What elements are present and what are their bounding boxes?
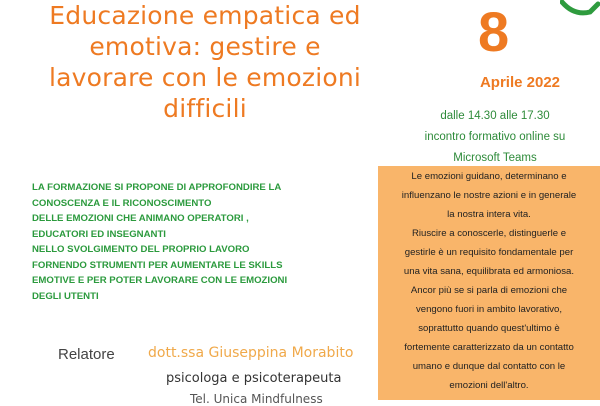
- event-time: dalle 14.30 alle 17.30: [440, 110, 550, 122]
- event-title: [30, 0, 380, 124]
- description-line: emozioni dell'altro.: [449, 380, 529, 391]
- speaker-extra: Tel. Unica Mindfulness: [190, 392, 323, 406]
- description-line: Ancor più se si parla di emozioni che: [410, 285, 568, 296]
- event-details: [395, 106, 595, 169]
- leaf-icon: [560, 0, 600, 20]
- event-month: Aprile 2022: [479, 74, 561, 91]
- intro-text: [32, 180, 352, 304]
- speaker-name: dott.ssa Giuseppina Morabito: [148, 345, 354, 361]
- event-day: 8: [478, 0, 510, 63]
- description-text: [378, 167, 600, 395]
- description-line: umano e dunque dal contatto con le: [412, 361, 566, 372]
- description-line: vengono fuori in ambito lavorativo,: [415, 304, 563, 315]
- title-line: Educazione empatica ed: [49, 1, 361, 30]
- description-line: gestirle è un requisito fondamentale per: [404, 247, 574, 258]
- title-line: emotiva: gestire e: [89, 32, 321, 61]
- description-line: influenzano le nostre azioni e in generale: [401, 190, 577, 201]
- title-line: difficili: [163, 94, 247, 123]
- description-line: Riuscire a conoscerle, distinguerle e: [411, 228, 567, 239]
- description-line: la nostra intera vita.: [447, 209, 531, 220]
- intro-line: NELLO SVOLGIMENTO DEL PROPRIO LAVORO: [32, 244, 250, 255]
- description-line: soprattutto quando quest'ultimo è: [418, 323, 560, 334]
- intro-line: EMOTIVE E PER POTER LAVORARE CON LE EMOZIONI: [32, 275, 288, 286]
- event-platform: Microsoft Teams: [453, 152, 537, 164]
- description-line: fortemente caratterizzato da un contatto: [404, 342, 574, 353]
- intro-line: DELLE EMOZIONI CHE ANIMANO OPERATORI ,: [32, 213, 249, 224]
- intro-line: CONOSCENZA E IL RICONOSCIMENTO: [32, 197, 212, 209]
- intro-line: DEGLI UTENTI: [32, 290, 99, 302]
- event-format: incontro formativo online su: [424, 131, 566, 143]
- speaker-role: psicologa e psicoterapeuta: [166, 371, 342, 386]
- title-line: lavorare con le emozioni: [48, 63, 362, 92]
- speaker-label: Relatore: [58, 346, 115, 363]
- description-line: una vita sana, equilibrata ed armoniosa.: [403, 266, 575, 277]
- description-line: Le emozioni guidano, determinano e: [411, 171, 567, 182]
- intro-line: LA FORMAZIONE SI PROPONE DI APPROFONDIRE LA: [32, 182, 282, 193]
- intro-line: EDUCATORI ED INSEGNANTI: [32, 228, 166, 240]
- intro-line: FORNENDO STRUMENTI PER AUMENTARE LE SKILLS: [32, 259, 283, 271]
